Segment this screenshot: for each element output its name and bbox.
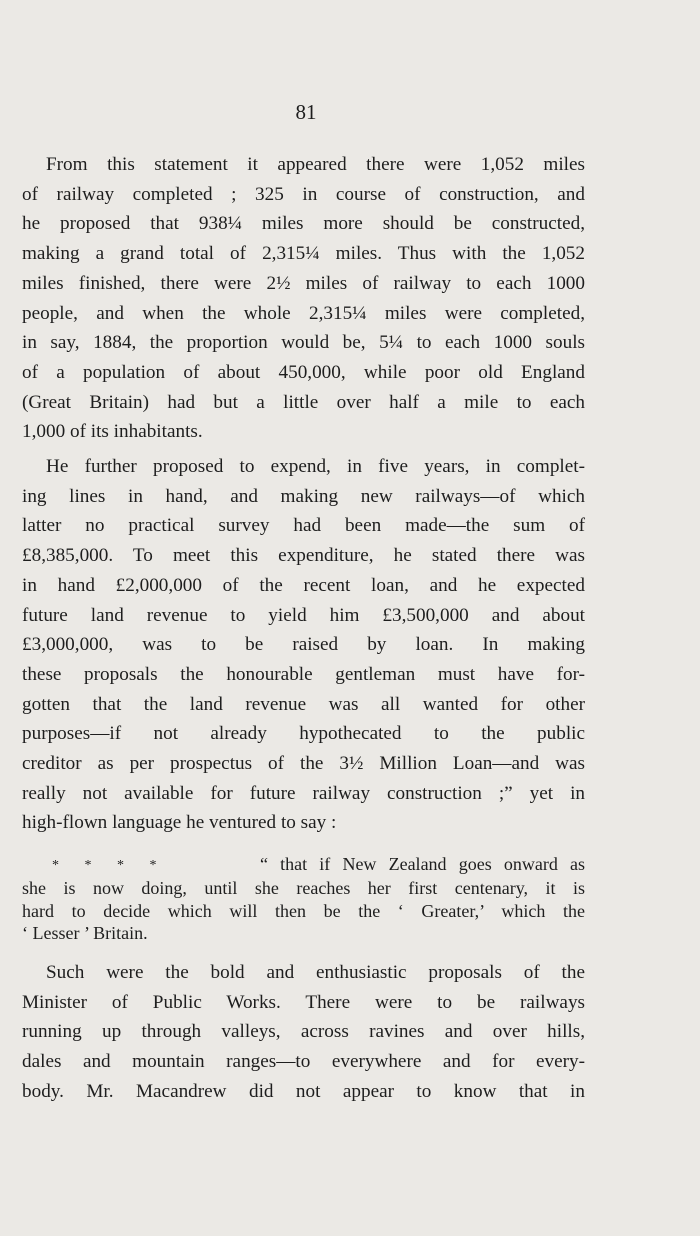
- text-line: Such were the bold and enthusiastic proposals of the: [46, 962, 585, 983]
- text-line: ing lines in hand, and making new railways—of which: [22, 485, 585, 507]
- text-line: ‘ Lesser ’ Britain.: [22, 923, 148, 944]
- text-line: £8,385,000. To meet this expenditure, he stated there was: [22, 545, 585, 567]
- text-line: of a population of about 450,000, while poor old England: [22, 361, 585, 383]
- text-line: 1,000 of its inhabitants.: [22, 421, 203, 443]
- text-line: From this statement it appeared there were 1,052 miles: [46, 154, 585, 175]
- paragraph-bold-proposals: [22, 958, 585, 1107]
- text-line: hard to decide which will then be the ‘ Greater,’ which the: [22, 900, 585, 921]
- text-line: future land revenue to yield him £3,500,000 and about: [22, 604, 585, 626]
- block-quote: [22, 853, 585, 945]
- text-line: running up through valleys, across ravines and over hills,: [22, 1021, 585, 1043]
- text-line: gotten that the land revenue was all wanted for other: [22, 693, 585, 715]
- paragraph-railway-statement: [22, 150, 585, 447]
- text-line: Minister of Public Works. There were to be railways: [22, 991, 585, 1013]
- text-line: high-flown language he ventured to say :: [22, 812, 337, 834]
- quote-first-line: [22, 853, 585, 877]
- text-line: of railway completed ; 325 in course of construction, and: [22, 183, 585, 205]
- text-line: He further proposed to expend, in five years, in complet-: [46, 456, 585, 477]
- asterism: * * * *: [52, 857, 157, 873]
- text-line: he proposed that 938¼ miles more should be constructed,: [22, 213, 585, 235]
- page-number: 81: [295, 100, 317, 124]
- text-line: in say, 1884, the proportion would be, 5¼ to each 1000 souls: [22, 332, 585, 354]
- text-line: miles finished, there were 2½ miles of railway to each 1000: [22, 272, 585, 294]
- quote-first-line-text: “ that if New Zealand goes onward as: [260, 854, 585, 874]
- text-line: really not available for future railway construction ;” yet in: [22, 782, 585, 804]
- text-line: making a grand total of 2,315¼ miles. Thus with the 1,052: [22, 243, 585, 265]
- text-line: in hand £2,000,000 of the recent loan, and he expected: [22, 574, 585, 596]
- text-line: these proposals the honourable gentleman must have for-: [22, 663, 585, 685]
- text-line: body. Mr. Macandrew did not appear to know that in: [22, 1080, 585, 1102]
- text-line: (Great Britain) had but a little over half a mile to each: [22, 391, 585, 413]
- text-line: latter no practical survey had been made—the sum of: [22, 515, 585, 537]
- paragraph-expenditure: [22, 452, 585, 838]
- text-line: £3,000,000, was to be raised by loan. In making: [22, 634, 585, 656]
- text-line: creditor as per prospectus of the 3½ Million Loan—and was: [22, 753, 585, 775]
- text-line: dales and mountain ranges—to everywhere and for every-: [22, 1051, 585, 1073]
- text-line: she is now doing, until she reaches her first centenary, it is: [22, 878, 585, 899]
- text-line: purposes—if not already hypothecated to the public: [22, 723, 585, 745]
- text-line: people, and when the whole 2,315¼ miles were completed,: [22, 302, 585, 324]
